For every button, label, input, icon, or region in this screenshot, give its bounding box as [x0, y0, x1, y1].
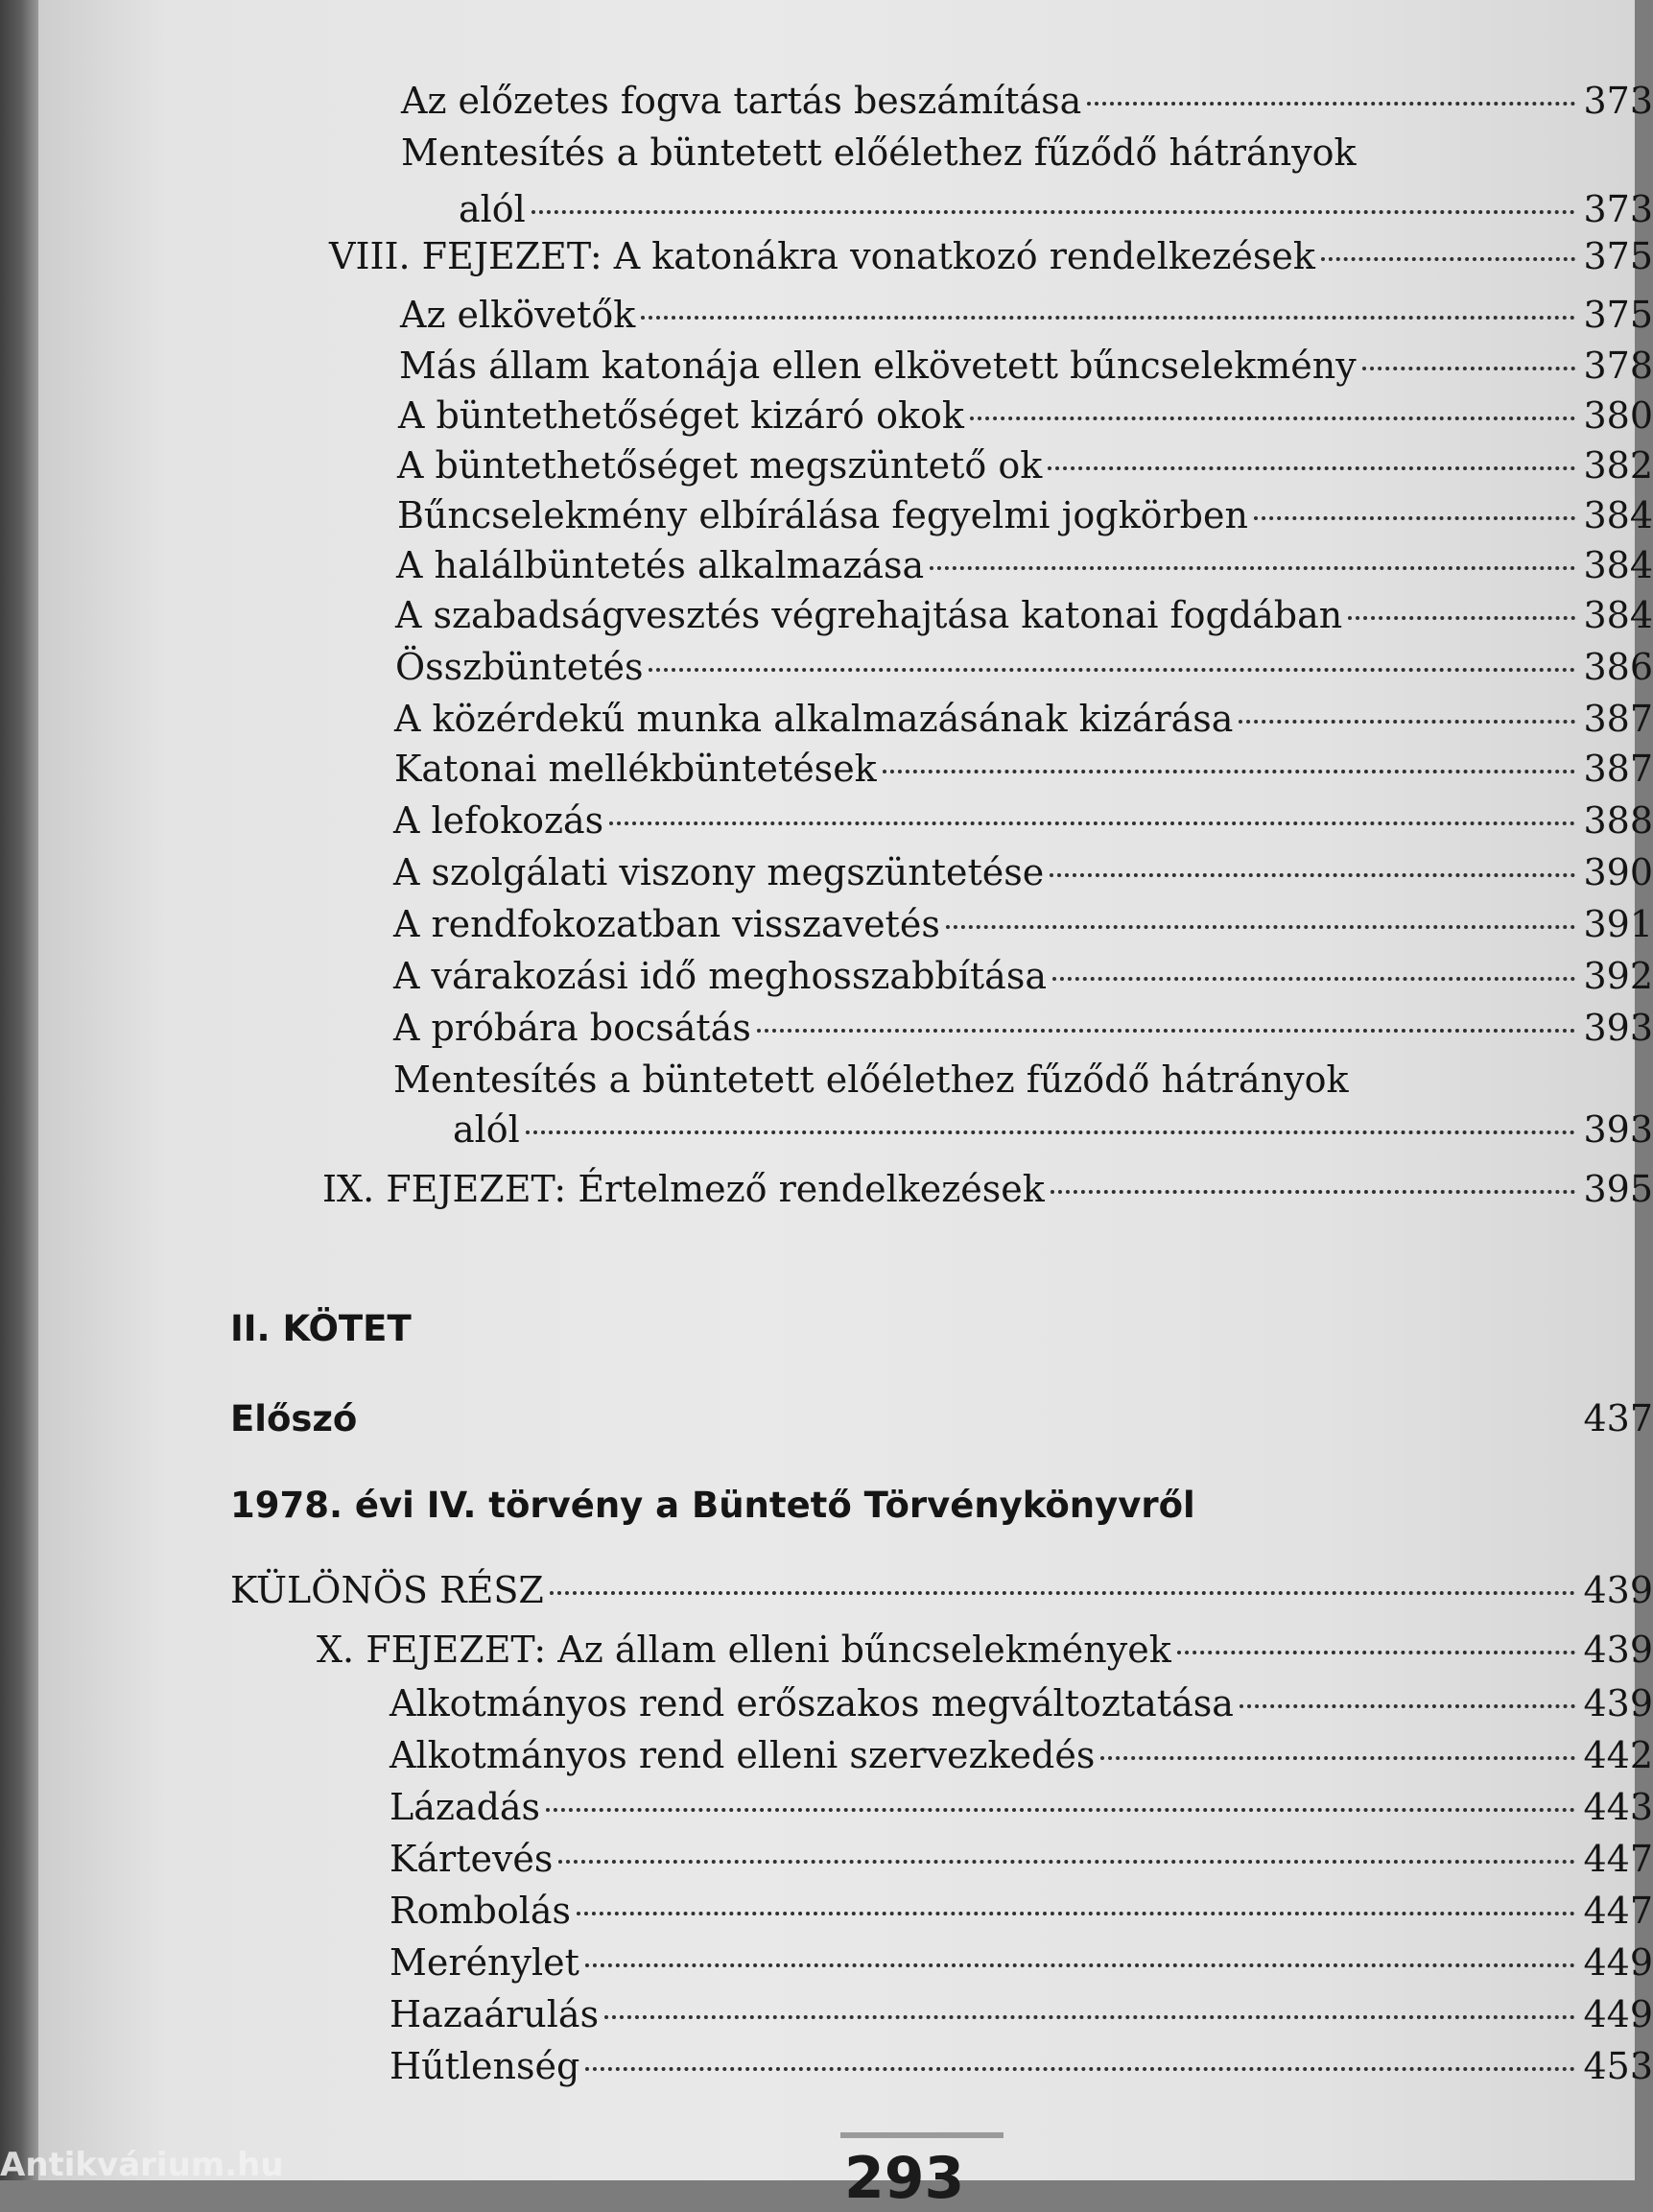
volume-heading: II. KÖTET — [230, 1308, 412, 1349]
toc-entry: Lázadás 443 — [390, 1786, 1653, 1828]
toc-entry: A próbára bocsátás 393 — [393, 1007, 1653, 1049]
toc-entry: Merénylet 449 — [390, 1941, 1653, 1984]
toc-entry: Az elkövetők 375 — [400, 294, 1653, 336]
toc-entry: A szabadságvesztés végrehajtása katonai fogdában 384 — [395, 594, 1653, 636]
chapter-entry: X. FEJEZET: Az állam elleni bűncselekmények 439 — [317, 1629, 1653, 1671]
toc-entry: A várakozási idő meghosszabbítása 392 — [393, 955, 1653, 997]
toc-entry: Rombolás 447 — [390, 1890, 1653, 1932]
toc-entry: A közérdekű munka alkalmazásának kizárása 387 — [394, 698, 1653, 740]
toc-entry: Az előzetes fogva tartás beszámítása 373 — [401, 80, 1653, 122]
chapter-entry: VIII. FEJEZET: A katonákra vonatkozó rendelkezések 375 — [329, 235, 1653, 277]
toc-entry: Más állam katonája ellen elkövetett bűncselekmény 378 — [399, 345, 1653, 387]
toc-entry: Katonai mellékbüntetések 387 — [394, 748, 1653, 790]
footer-rule — [840, 2132, 1004, 2138]
toc-entry: Hazaárulás 449 — [390, 1993, 1653, 2035]
toc-entry: A lefokozás 388 — [393, 799, 1653, 842]
toc-entry-text: Mentesítés a büntetett előélethez fűződő hátrányok — [393, 1058, 1349, 1101]
part-entry: KÜLÖNÖS RÉSZ 439 — [230, 1569, 1653, 1611]
page-number: 293 — [844, 2145, 965, 2212]
toc-entry: A rendfokozatban visszavetés 391 — [393, 903, 1653, 945]
toc-entry: Kártevés 447 — [390, 1838, 1653, 1880]
toc-entry-text: Mentesítés a büntetett előélethez fűződő hátrányok — [401, 131, 1357, 174]
book-spine-shadow — [0, 0, 38, 2180]
toc-entry: A szolgálati viszony megszüntetése 390 — [393, 851, 1653, 893]
toc-entry: Alkotmányos rend elleni szervezkedés 442 — [390, 1734, 1653, 1776]
toc-entry: Hűtlenség 453 — [390, 2045, 1653, 2087]
toc-entry: Bűncselekmény elbírálása fegyelmi jogkörben 384 — [397, 494, 1653, 536]
toc-entry: A büntethetőséget kizáró okok 380 — [398, 394, 1653, 437]
toc-entry: Összbüntetés 386 — [395, 646, 1653, 688]
law-heading: 1978. évi IV. törvény a Büntető Törvénykönyvről — [230, 1485, 1195, 1526]
toc-entry: Alkotmányos rend erőszakos megváltoztatása 439 — [390, 1682, 1653, 1724]
book-page — [38, 0, 1653, 2180]
chapter-entry: IX. FEJEZET: Értelmező rendelkezések 395 — [322, 1168, 1653, 1210]
toc-entry: A halálbüntetés alkalmazása 384 — [396, 544, 1653, 586]
toc-entry: A büntethetőséget megszüntető ok 382 — [397, 444, 1653, 487]
watermark: Antikvárium.hu — [0, 2146, 284, 2184]
table-of-contents — [38, 0, 1653, 2180]
toc-entry: alól 393 — [453, 1108, 1653, 1151]
preface-entry: Előszó 437 — [230, 1397, 1653, 1439]
toc-entry: alól 373 — [459, 188, 1653, 230]
